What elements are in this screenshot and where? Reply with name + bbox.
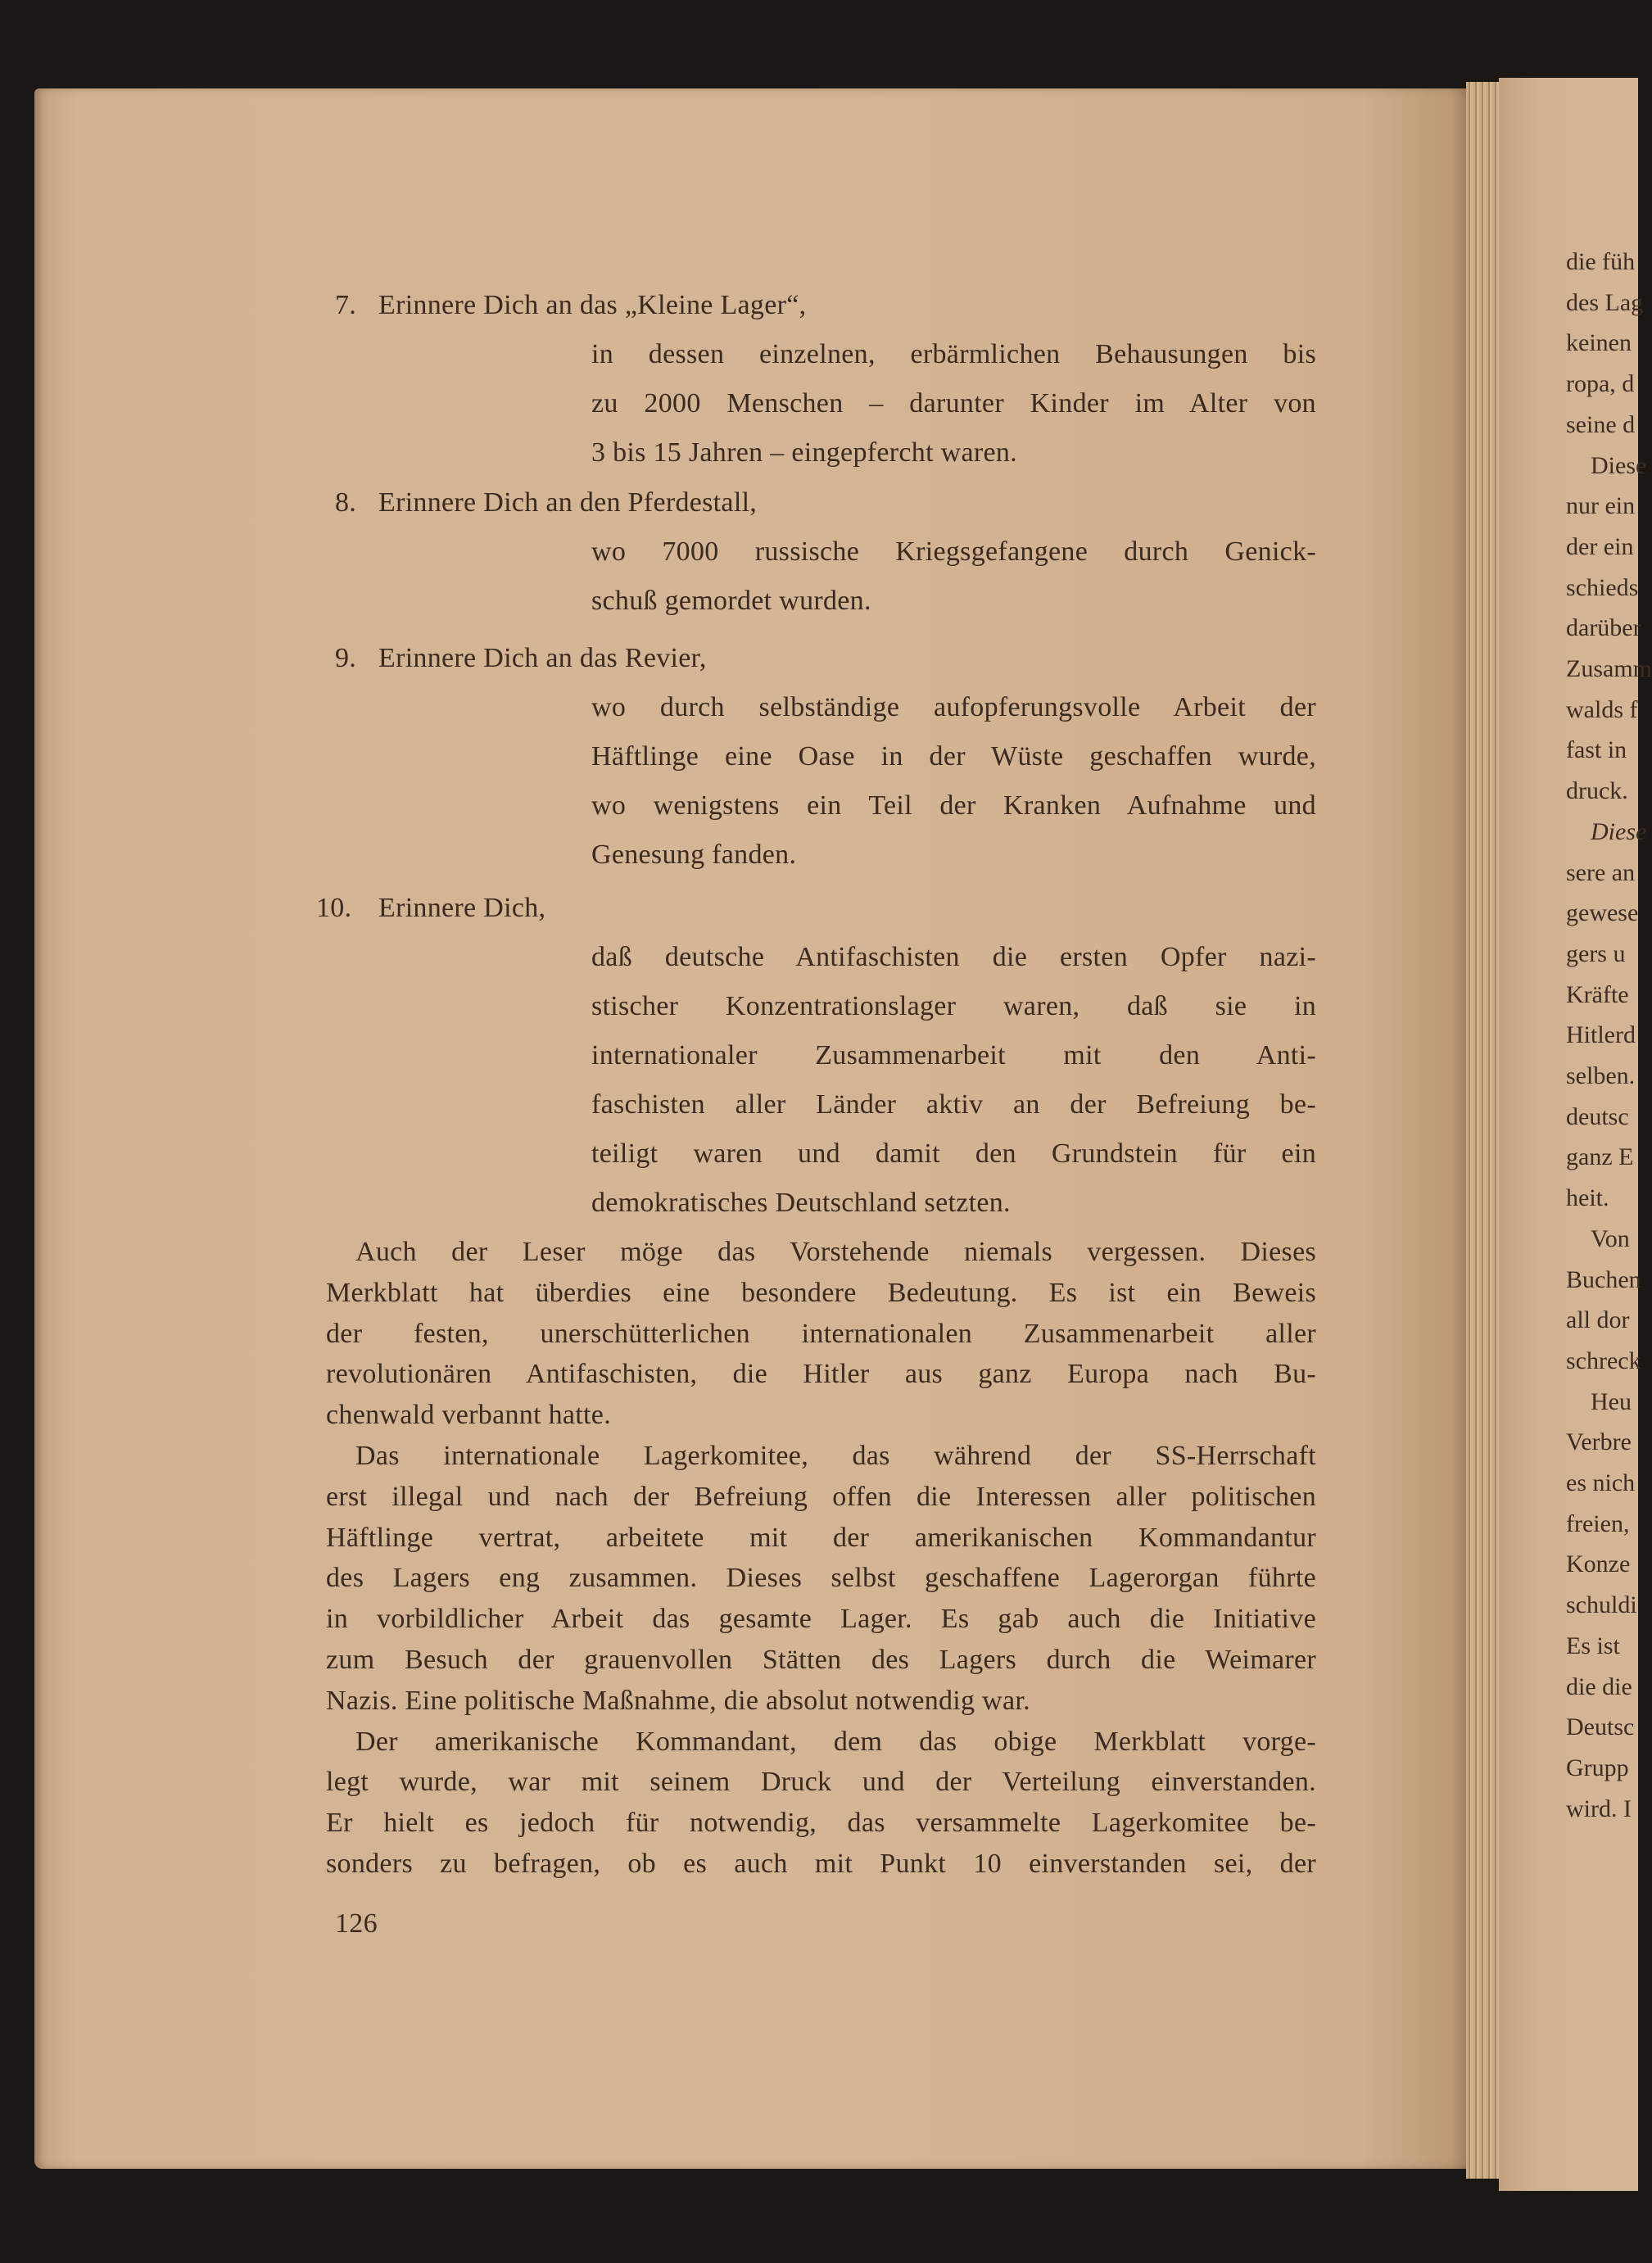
item-heading: Erinnere Dich an das „Kleine Lager“, [378,290,807,320]
paragraph-line: in vorbildlicher Arbeit das gesamte Lager. Es gab auch die Initiative [326,1604,1316,1635]
right-page-line: ropa, d [1566,370,1635,398]
right-page-line: schieds [1566,573,1639,601]
right-page-line: Diese [1591,817,1647,845]
item-line: 3 bis 15 Jahren – eingepfercht waren. [591,437,1017,468]
right-page-line: Konze [1566,1550,1631,1578]
item-number: 8. [335,487,357,518]
right-page-line: Zusamm [1566,655,1652,682]
paragraph-line: zum Besuch der grauenvollen Stätten des Lagers durch die Weimarer [326,1645,1316,1675]
right-page-line: der ein [1566,532,1634,560]
right-page-line: Kräfte [1566,980,1629,1008]
paragraph-line: Der amerikanische Kommandant, dem das obige Merkblatt vorge- [355,1726,1316,1757]
right-page-line: darüber [1566,614,1641,642]
right-page [1499,78,1652,2191]
item-line: wo wenigstens ein Teil der Kranken Aufnahme und [591,790,1316,821]
right-page-line: die füh [1566,248,1636,275]
paragraph-line: Merkblatt hat überdies eine besondere Bedeutung. Es ist ein Beweis [326,1277,1316,1308]
item-line: Häftlinge eine Oase in der Wüste geschaffen wurde, [591,741,1316,772]
right-page-line: ganz E [1566,1143,1634,1171]
paragraph-line: legt wurde, war mit seinem Druck und der Verteilung einverstanden. [326,1767,1316,1798]
right-page-line: die die [1566,1672,1632,1700]
item-line: in dessen einzelnen, erbärmlichen Behausungen bis [591,339,1316,369]
right-page-line: Heu [1591,1387,1632,1415]
item-line: teiligt waren und damit den Grundstein für ein [591,1138,1316,1169]
item-line: stischer Konzentrationslager waren, daß sie in [591,991,1316,1021]
right-page-line: Von [1591,1224,1630,1252]
paragraph-line: chenwald verbannt hatte. [326,1400,611,1431]
item-number: 10. [316,893,352,923]
paragraph-line: Er hielt es jedoch für notwendig, das versammelte Lagerkomitee be- [326,1808,1316,1839]
right-page-line: freien, [1566,1509,1630,1537]
paragraph-line: erst illegal und nach der Befreiung offen die Interessen aller politischen [326,1481,1316,1512]
item-heading: Erinnere Dich, [378,893,546,923]
item-line: schuß gemordet wurden. [591,586,871,616]
paragraph-line: Häftlinge vertrat, arbeitete mit der amerikanischen Kommandantur [326,1522,1316,1553]
right-page-line: keinen [1566,329,1632,357]
right-page-line: schuldi [1566,1591,1637,1619]
item-line: faschisten aller Länder aktiv an der Befreiung be- [591,1089,1316,1120]
paragraph-line: Das internationale Lagerkomitee, das während der SS-Herrschaft [355,1441,1316,1471]
right-page-line: heit. [1566,1184,1609,1212]
right-page-line: deutsc [1566,1102,1629,1130]
item-line: internationaler Zusammenarbeit mit den Anti- [591,1040,1316,1070]
right-page-line: nur ein [1566,492,1636,520]
item-heading: Erinnere Dich an das Revier, [378,643,707,673]
item-number: 7. [335,290,357,320]
right-page-line: Verbre [1566,1428,1632,1456]
paragraph-line: der festen, unerschütterlichen internationalen Zusammenarbeit aller [326,1318,1316,1349]
right-page-line: all dor [1566,1306,1630,1334]
right-page-line: Deutsc [1566,1713,1635,1741]
right-page-line: druck. [1566,777,1628,805]
right-page-line: Buchen [1566,1265,1641,1293]
item-heading: Erinnere Dich an den Pferdestall, [378,487,758,518]
right-page-line: wird. I [1566,1795,1632,1822]
right-page-line: Diese [1591,451,1647,479]
right-page-line: seine d [1566,410,1636,438]
right-page-line: walds f [1566,695,1638,723]
right-page-line: sere an [1566,858,1636,886]
item-line: wo durch selbständige aufopferungsvolle Arbeit der [591,692,1316,722]
right-page-line: Hitlerd [1566,1021,1636,1049]
right-page-line: gewese [1566,899,1639,927]
right-page-line: schreck [1566,1346,1641,1374]
paragraph-line: Nazis. Eine politische Maßnahme, die absolut notwendig war. [326,1685,1030,1716]
item-line: Genesung fanden. [591,840,797,870]
item-number: 9. [335,643,357,673]
right-page-line: Grupp [1566,1754,1629,1781]
page-number: 126 [335,1908,378,1939]
item-line: zu 2000 Menschen – darunter Kinder im Alter von [591,388,1316,419]
right-page-line: es nich [1566,1469,1636,1496]
item-line: daß deutsche Antifaschisten die ersten Opfer nazi- [591,942,1316,972]
right-page-line: Es ist [1566,1632,1620,1659]
item-line: wo 7000 russische Kriegsgefangene durch Genick- [591,536,1316,567]
right-page-line: selben. [1566,1062,1636,1089]
right-page-line: des Lag [1566,288,1644,316]
right-page-line: gers u [1566,939,1626,967]
item-line: demokratisches Deutschland setzten. [591,1188,1011,1218]
paragraph-line: Auch der Leser möge das Vorstehende niemals vergessen. Dieses [355,1237,1316,1267]
paragraph-line: sonders zu befragen, ob es auch mit Punkt 10 einverstanden sei, der [326,1849,1316,1879]
paragraph-line: revolutionären Antifaschisten, die Hitler aus ganz Europa nach Bu- [326,1359,1316,1390]
paragraph-line: des Lagers eng zusammen. Dieses selbst geschaffene Lagerorgan führte [326,1563,1316,1594]
right-page-line: fast in [1566,736,1627,764]
